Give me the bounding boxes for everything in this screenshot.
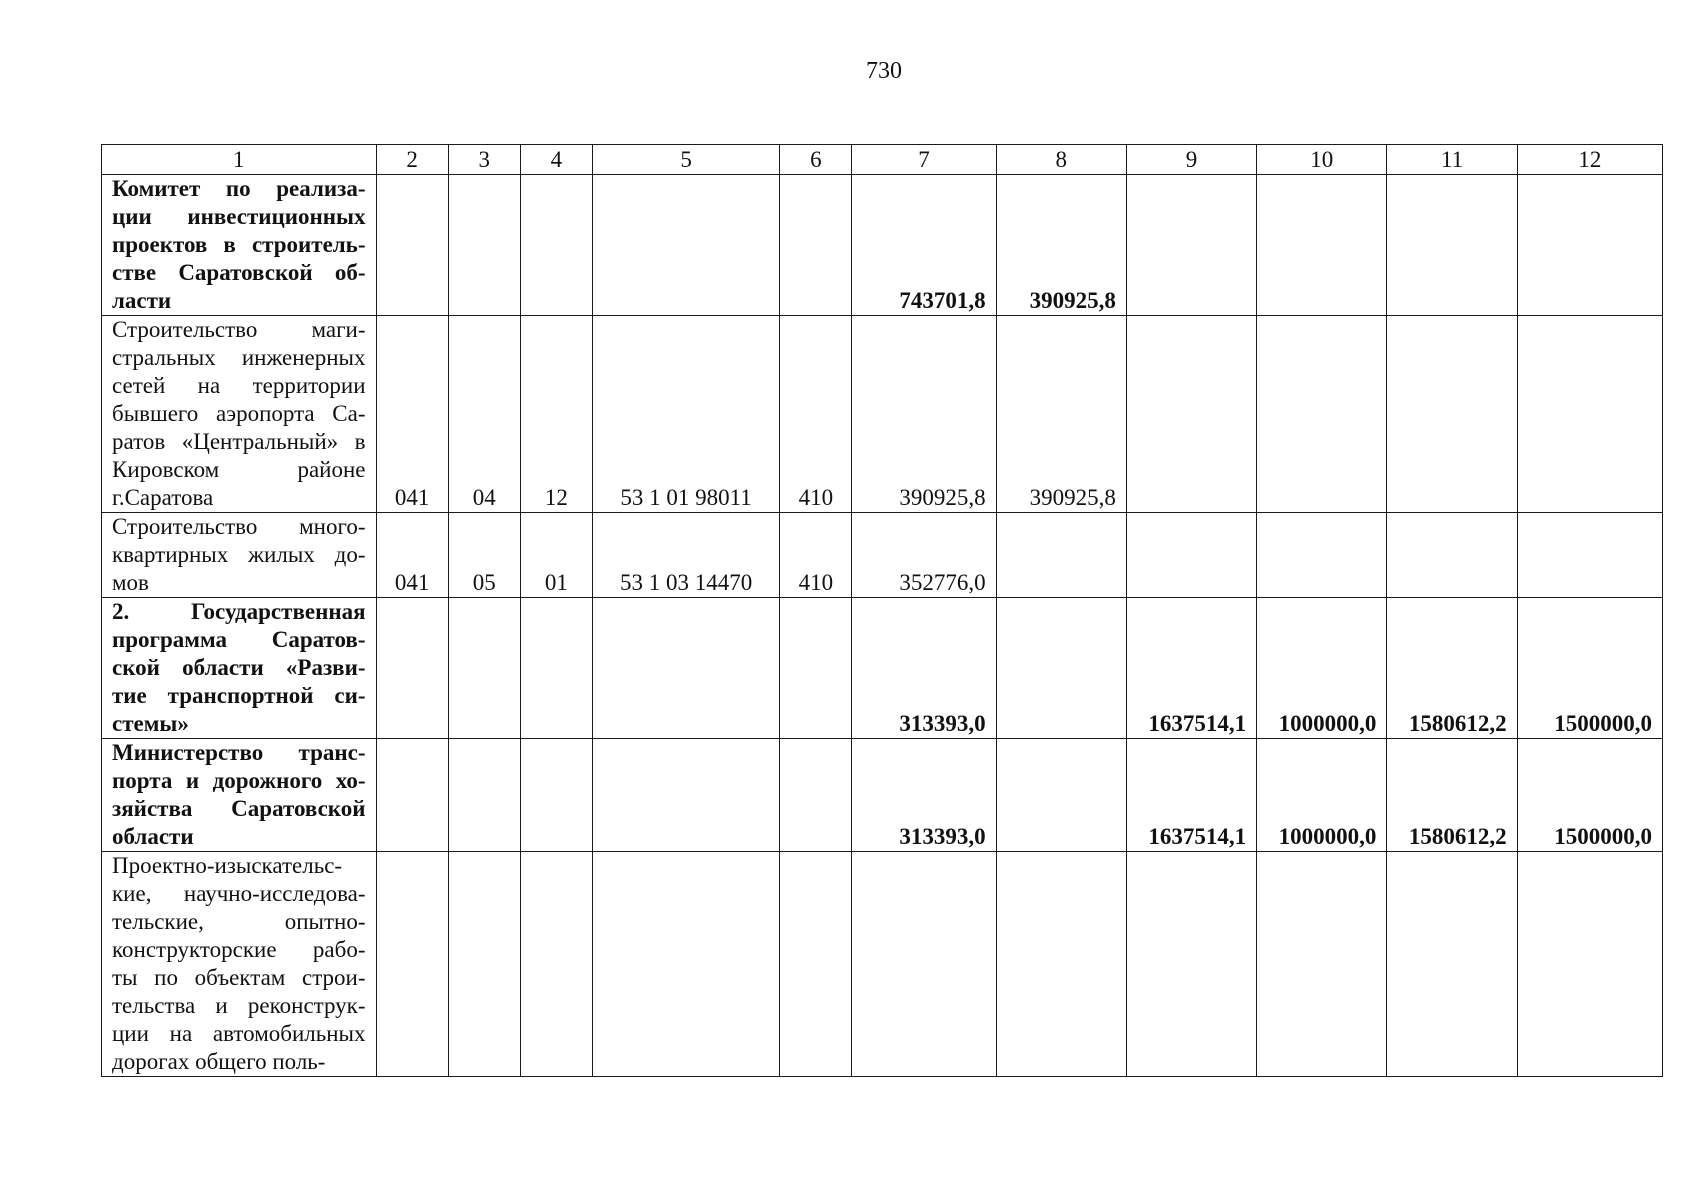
code-cell: 410 — [780, 513, 852, 598]
description-line: тельства и реконструк- — [112, 993, 366, 1018]
description-line: ской области «Разви- — [112, 655, 366, 680]
code-cell — [448, 175, 520, 316]
description-line: мов — [112, 570, 149, 595]
description-line: ции на автомобильных — [112, 1021, 366, 1046]
amount-cell — [996, 598, 1126, 739]
amount-cell: 1580612,2 — [1387, 739, 1517, 852]
description-line: Строительство много- — [112, 514, 366, 539]
code-cell: 05 — [448, 513, 520, 598]
amount-cell: 1000000,0 — [1257, 739, 1387, 852]
amount-cell: 1500000,0 — [1517, 739, 1662, 852]
code-cell — [520, 598, 592, 739]
description-line: тие транспортной си- — [112, 683, 366, 708]
page-number: 730 — [866, 58, 902, 84]
amount-cell — [1257, 175, 1387, 316]
amount-cell: 390925,8 — [996, 175, 1126, 316]
table-row — [102, 739, 1663, 852]
table-row — [102, 316, 1663, 513]
description-line: стемы» — [112, 711, 189, 736]
code-cell — [448, 739, 520, 852]
amount-cell — [852, 852, 996, 1077]
description-line: Кировском районе — [112, 457, 366, 482]
amount-cell — [996, 852, 1126, 1077]
code-cell: 53 1 03 14470 — [592, 513, 779, 598]
table-row — [102, 175, 1663, 316]
amount-cell: 1580612,2 — [1387, 598, 1517, 739]
budget-table — [101, 144, 1663, 1077]
code-cell: 53 1 01 98011 — [592, 316, 779, 513]
amount-cell — [1517, 513, 1662, 598]
amount-cell — [1387, 175, 1517, 316]
row-description — [102, 175, 377, 316]
description-line: г.Саратова — [112, 485, 214, 510]
amount-cell: 1637514,1 — [1126, 598, 1256, 739]
description-line: бывшего аэропорта Са- — [112, 401, 366, 426]
amount-cell — [996, 739, 1126, 852]
code-cell — [520, 852, 592, 1077]
amount-cell: 352776,0 — [852, 513, 996, 598]
code-cell — [520, 739, 592, 852]
column-header: 6 — [780, 145, 852, 175]
description-line: квартирных жилых до- — [112, 542, 366, 567]
code-cell — [376, 598, 448, 739]
amount-cell: 390925,8 — [852, 316, 996, 513]
amount-cell: 1637514,1 — [1126, 739, 1256, 852]
code-cell — [780, 598, 852, 739]
description-line: стральных инженерных — [112, 345, 366, 370]
description-line: Комитет по реализа- — [112, 176, 366, 201]
description-line: 2. Государственная — [112, 599, 366, 624]
amount-cell — [1517, 175, 1662, 316]
code-cell — [592, 739, 779, 852]
code-cell: 01 — [520, 513, 592, 598]
amount-cell — [1387, 316, 1517, 513]
header-row — [102, 145, 1663, 175]
column-header: 9 — [1126, 145, 1256, 175]
row-description — [102, 513, 377, 598]
amount-cell — [1126, 852, 1256, 1077]
code-cell — [780, 739, 852, 852]
description-line: конструкторские рабо- — [112, 937, 366, 962]
code-cell — [448, 598, 520, 739]
amount-cell — [1517, 852, 1662, 1077]
table-row — [102, 598, 1663, 739]
code-cell — [520, 175, 592, 316]
description-line: проектов в строитель- — [112, 232, 366, 257]
code-cell: 12 — [520, 316, 592, 513]
description-line: ции инвестиционных — [112, 204, 366, 229]
amount-cell — [1257, 513, 1387, 598]
column-header: 5 — [592, 145, 779, 175]
description-line: стве Саратовской об- — [112, 260, 366, 285]
description-line: порта и дорожного хо- — [112, 768, 366, 793]
row-description — [102, 852, 377, 1077]
amount-cell: 743701,8 — [852, 175, 996, 316]
amount-cell — [1257, 852, 1387, 1077]
code-cell: 041 — [376, 316, 448, 513]
amount-cell — [1126, 316, 1256, 513]
code-cell: 041 — [376, 513, 448, 598]
amount-cell — [1257, 316, 1387, 513]
column-header: 1 — [102, 145, 377, 175]
description-line: ласти — [112, 288, 172, 313]
description-line: тельские, опытно- — [112, 909, 366, 934]
amount-cell — [1387, 852, 1517, 1077]
table-row — [102, 852, 1663, 1077]
description-line: ратов «Центральный» в — [112, 429, 366, 454]
column-header: 8 — [996, 145, 1126, 175]
row-description — [102, 598, 377, 739]
column-header: 4 — [520, 145, 592, 175]
description-line: сетей на территории — [112, 373, 366, 398]
column-header: 3 — [448, 145, 520, 175]
row-description — [102, 739, 377, 852]
code-cell: 04 — [448, 316, 520, 513]
description-line: дорогах общего поль- — [112, 1049, 326, 1074]
amount-cell: 313393,0 — [852, 739, 996, 852]
description-line: Строительство маги- — [112, 317, 366, 342]
column-header: 7 — [852, 145, 996, 175]
code-cell — [376, 175, 448, 316]
amount-cell: 1000000,0 — [1257, 598, 1387, 739]
amount-cell: 390925,8 — [996, 316, 1126, 513]
description-line: ты по объектам строи- — [112, 965, 366, 990]
amount-cell — [1126, 513, 1256, 598]
description-line: программа Саратов- — [112, 627, 366, 652]
column-header: 12 — [1517, 145, 1662, 175]
code-cell — [448, 852, 520, 1077]
row-description — [102, 316, 377, 513]
description-line: области — [112, 824, 194, 849]
column-header: 11 — [1387, 145, 1517, 175]
amount-cell — [996, 513, 1126, 598]
code-cell — [592, 175, 779, 316]
code-cell — [780, 852, 852, 1077]
column-header: 2 — [376, 145, 448, 175]
code-cell — [592, 598, 779, 739]
code-cell — [592, 852, 779, 1077]
code-cell — [376, 739, 448, 852]
description-line: зяйства Саратовской — [112, 796, 366, 821]
code-cell — [780, 175, 852, 316]
code-cell — [376, 852, 448, 1077]
amount-cell: 313393,0 — [852, 598, 996, 739]
amount-cell: 1500000,0 — [1517, 598, 1662, 739]
description-line: кие, научно-исследова- — [112, 881, 366, 906]
code-cell: 410 — [780, 316, 852, 513]
column-header: 10 — [1257, 145, 1387, 175]
amount-cell — [1517, 316, 1662, 513]
table-row — [102, 513, 1663, 598]
amount-cell — [1387, 513, 1517, 598]
description-line: Министерство транс- — [112, 740, 366, 765]
description-line: Проектно-изыскательс- — [112, 853, 343, 878]
amount-cell — [1126, 175, 1256, 316]
